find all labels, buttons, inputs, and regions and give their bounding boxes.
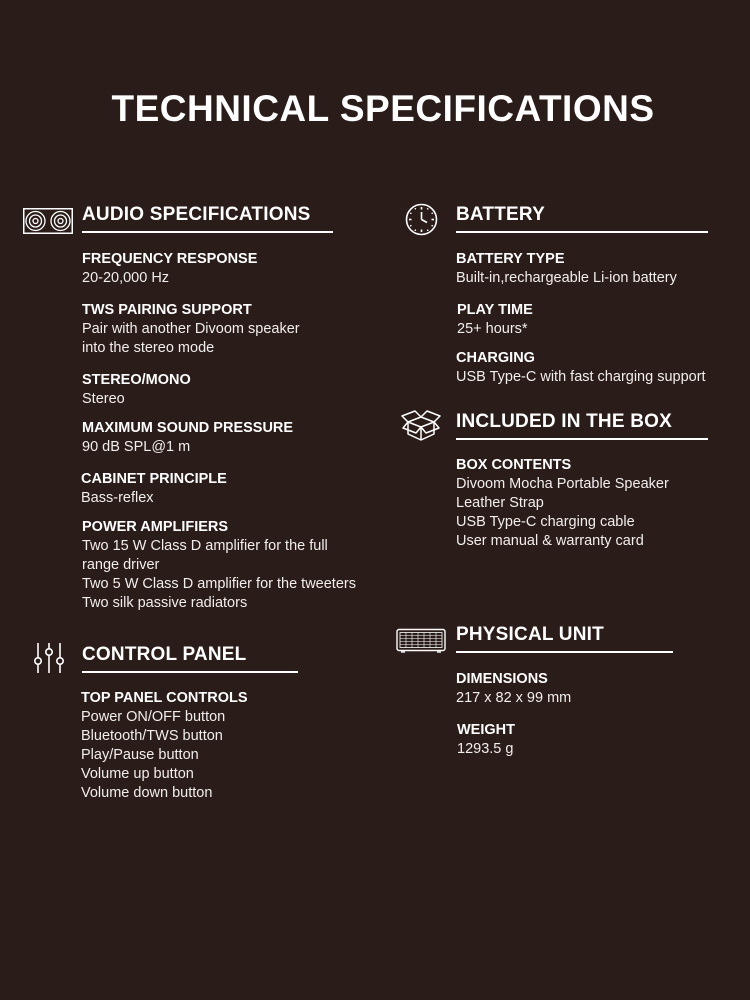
spec-power-amplifiers: POWER AMPLIFIERS Two 15 W Class D amplifier for the full range driver Two 5 W Class D amplifier for the tweeters Two silk passive radiators	[82, 519, 356, 611]
spec-battery-type: BATTERY TYPE Built-in,rechargeable Li-ion battery	[456, 251, 677, 286]
spec-play-time: PLAY TIME 25+ hours*	[457, 302, 533, 337]
spec-stereo-mono: STEREO/MONO Stereo	[82, 372, 191, 407]
physical-section-header	[390, 624, 740, 664]
control-section	[0, 644, 370, 814]
box-section-divider	[456, 438, 708, 440]
box-icon	[401, 408, 441, 447]
spec-cabinet-principle: CABINET PRINCIPLE Bass-reflex	[81, 471, 227, 506]
battery-section-title: BATTERY	[456, 204, 546, 225]
spec-top-panel-controls: TOP PANEL CONTROLS Power ON/OFF button Bluetooth/TWS button Play/Pause button Volume up button Volume down button	[81, 690, 248, 801]
spec-weight: WEIGHT 1293.5 g	[457, 722, 515, 757]
box-section-title: INCLUDED IN THE BOX	[456, 411, 672, 432]
battery-section-header	[390, 204, 740, 244]
speaker-icon	[23, 208, 73, 239]
clock-icon	[405, 203, 438, 241]
spec-box-contents: BOX CONTENTS Divoom Mocha Portable Speaker Leather Strap USB Type-C charging cable User manual & warranty card	[456, 457, 669, 549]
battery-section	[390, 204, 740, 394]
sliders-icon	[33, 642, 65, 679]
spec-frequency-response: FREQUENCY RESPONSE 20-20,000 Hz	[82, 251, 258, 286]
audio-section-divider	[82, 231, 333, 233]
physical-section-divider	[456, 651, 673, 653]
control-section-header	[0, 644, 370, 684]
device-icon	[396, 628, 446, 659]
audio-section-header	[0, 204, 370, 244]
control-section-title: CONTROL PANEL	[82, 644, 247, 665]
audio-section-title: AUDIO SPECIFICATIONS	[82, 204, 311, 225]
spec-charging: CHARGING USB Type-C with fast charging support	[456, 350, 706, 385]
physical-section-title: PHYSICAL UNIT	[456, 624, 604, 645]
physical-section	[390, 624, 740, 764]
spec-dimensions: DIMENSIONS 217 x 82 x 99 mm	[456, 671, 572, 706]
battery-section-divider	[456, 231, 708, 233]
audio-section	[0, 204, 370, 624]
page-title: TECHNICAL SPECIFICATIONS	[111, 88, 655, 129]
control-section-divider	[82, 671, 298, 673]
spec-tws-pairing: TWS PAIRING SUPPORT Pair with another Divoom speaker into the stereo mode	[82, 302, 300, 356]
spec-max-sound-pressure: MAXIMUM SOUND PRESSURE 90 dB SPL@1 m	[82, 420, 294, 455]
box-section	[390, 411, 740, 561]
box-section-header	[390, 411, 740, 451]
